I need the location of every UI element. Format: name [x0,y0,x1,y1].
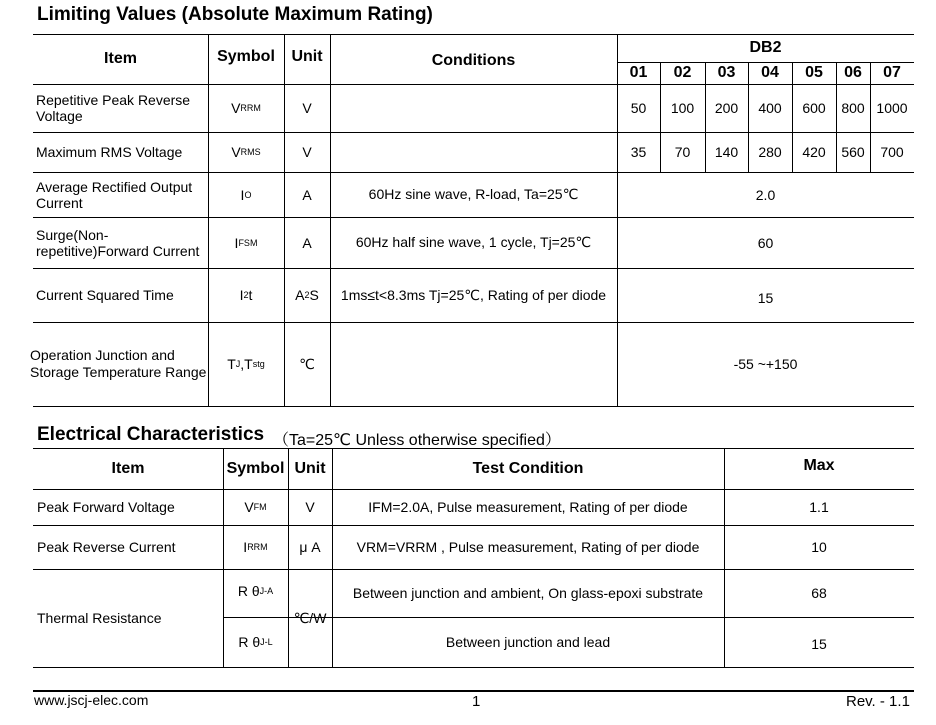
row-symbol: R θ J-L [238,634,273,650]
header-max: Max [803,457,835,474]
row-item: Operation Junction and Storage Temperature Range [30,347,207,380]
limiting-values-title: Limiting Values (Absolute Maximum Rating) [37,4,433,25]
row-item: Current Squared Time [36,287,174,303]
row-symbol: V RMS [231,144,261,160]
row-unit: V [302,144,312,160]
row-item: Repetitive Peak Reverse Voltage [36,92,191,124]
row-value: 1000 [876,100,908,116]
row-max: 15 [811,636,827,652]
row-unit: A [302,234,312,251]
row-symbol: I FSM [234,234,258,251]
row-value: 100 [670,100,695,116]
electrical-condition-note: （Ta=25℃ Unless otherwise specified） [273,432,561,449]
header-unit: Unit [291,48,323,65]
row-unit: A 2 S [295,287,319,303]
row-value: 700 [880,144,904,160]
row-unit: V [305,499,315,515]
row-symbol: T J ,T stg [227,356,265,372]
row-symbol: I RRM [243,539,268,555]
type-header: 04 [761,64,779,81]
row-item: Average Rectified Output Current [36,178,193,211]
header-conditions: Conditions [431,52,516,69]
row-value: 70 [674,144,691,160]
row-value: 800 [841,100,865,116]
type-header: 02 [673,64,692,81]
row-value: 560 [841,144,865,160]
header-test-condition: Test Condition [472,459,584,477]
row-item: Peak Forward Voltage [37,499,175,515]
header-item: Item [104,50,137,67]
row-condition: IFM=2.0A, Pulse measurement, Rating of per diode [368,499,688,515]
type-header: 07 [883,64,901,81]
header-symbol: Symbol [226,459,285,477]
row-item: Maximum RMS Voltage [36,144,183,160]
row-condition: 1ms≤t<8.3ms Tj=25℃, Rating of per diode [340,286,607,303]
row-value: 35 [630,144,647,160]
footer-page-number: 1 [472,693,481,710]
row-value: 600 [802,100,826,116]
row-condition: Between junction and lead [445,634,611,650]
row-value: 420 [802,144,826,160]
row-value: 15 [757,290,774,306]
row-symbol: I 2 t [239,287,253,303]
row-symbol: I O [240,186,252,203]
row-condition: Between junction and ambient, On glass-epoxi substrate [352,585,704,601]
header-unit: Unit [294,459,326,477]
row-condition: 60Hz half sine wave, 1 cycle, Tj=25℃ [355,234,592,250]
row-unit: ℃/W [293,609,327,626]
row-item: Peak Reverse Current [37,539,176,555]
header-symbol: Symbol [217,48,275,65]
row-max: 68 [811,585,827,601]
row-symbol: V FM [244,499,267,515]
row-item: Thermal Resistance [37,610,162,626]
row-symbol: R θ J-A [237,583,274,599]
row-value: 200 [714,100,739,116]
row-condition: 60Hz sine wave, R-load, Ta=25℃ [368,186,579,202]
row-symbol: V RRM [231,100,261,116]
row-max: 1.1 [809,499,829,515]
row-value: -55 ~+150 [733,356,798,372]
row-value: 140 [714,144,739,160]
row-value: 280 [758,144,782,160]
row-item: Surge(Non-repetitive)Forward Current [36,226,200,259]
header-group: DB2 [749,39,782,56]
footer-revision: Rev. - 1.1 [846,693,910,710]
row-value: 60 [757,234,774,251]
type-header: 01 [629,64,648,81]
row-unit: A [302,186,312,203]
row-unit: V [302,100,312,116]
row-value: 50 [630,100,647,116]
row-value: 2.0 [755,186,776,203]
footer-website: www.jscj-elec.com [34,692,149,708]
type-header: 05 [805,64,823,81]
type-header: 06 [844,64,862,81]
footer-rule [33,690,914,692]
header-item: Item [111,459,145,477]
electrical-characteristics-title: Electrical Characteristics [37,424,265,445]
row-unit: ℃ [299,355,315,372]
row-unit: μ A [299,539,321,555]
row-max: 10 [811,539,827,555]
row-condition: VRM=VRRM , Pulse measurement, Rating of per diode [356,539,700,555]
row-value: 400 [758,100,782,116]
type-header: 03 [717,64,736,81]
